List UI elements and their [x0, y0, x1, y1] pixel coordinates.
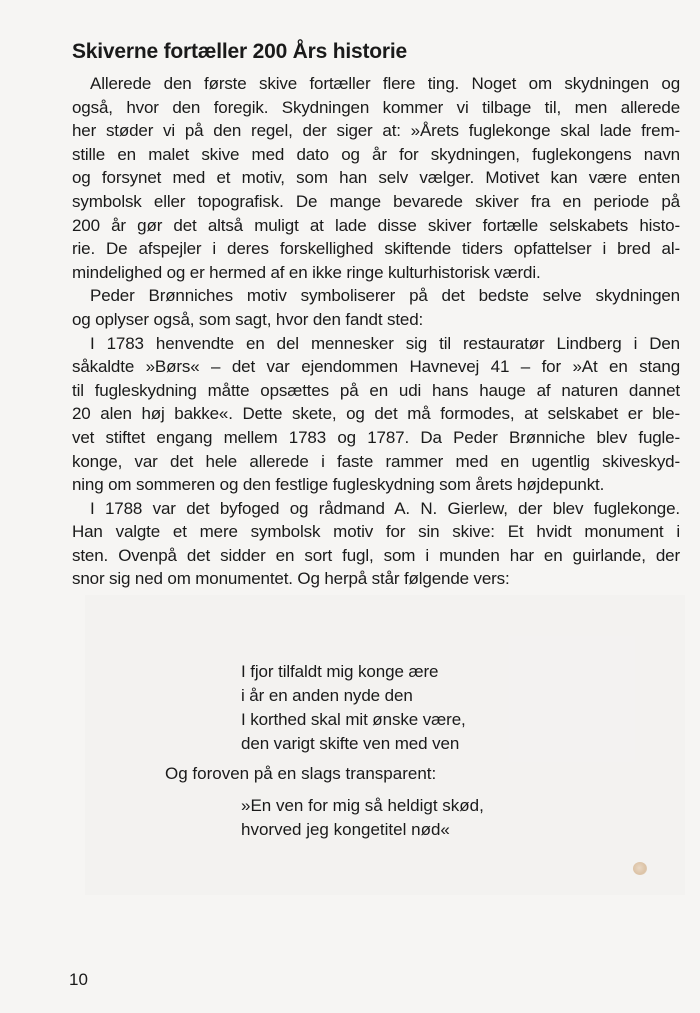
page-number: 10: [69, 970, 88, 989]
paragraph: [72, 72, 680, 284]
paragraph: [72, 332, 680, 497]
transparent-verse-line: hvorved jeg kongetitel nød«: [241, 820, 450, 839]
page-title: Skiverne fortæller 200 Års historie: [72, 40, 407, 63]
poem-line: I korthed skal mit ønske være,: [241, 710, 466, 729]
paragraph-line: Peder Brønniches motiv symboliserer på det bedste selve skydningen: [90, 286, 680, 306]
paragraph-line: I 1783 henvendte en del mennesker sig til restauratør Lindberg i Den: [90, 333, 680, 353]
paragraph-line: I 1788 var det byfoged og rådmand A. N. Gierlew, der blev fuglekonge.: [90, 498, 680, 518]
paragraph-line: 20 alen høj bakke«. Dette skete, og det må formodes, at selskabet er ble-: [72, 404, 680, 424]
poem-line: I fjor tilfaldt mig konge ære: [241, 662, 439, 681]
paragraph-line: konge, var det hele allerede i faste rammer med en ugentlig skiveskyd-: [72, 451, 680, 471]
paragraph-line: Han valgte et mere symbolsk motiv for sin skive: Et hvidt monument i: [72, 522, 680, 542]
paragraph-line: symbolsk eller topografisk. De mange bevarede skiver fra en periode på: [72, 191, 680, 211]
paragraph-line: rie. De afspejler i deres forskellighed skiftende tiders opfattelser i bred al-: [72, 239, 680, 259]
paragraph-line: 200 år gør det altså muligt at lade disse skiver fortælle selskabets histo-: [72, 215, 680, 235]
paragraph-line: sten. Ovenpå det sidder en sort fugl, som i munden har en guirlande, der: [72, 545, 680, 565]
paragraph-line: her støder vi på den regel, der siger at: »Årets fuglekonge skal lade frem-: [72, 121, 680, 141]
transparent-intro: Og foroven på en slags transparent:: [165, 764, 437, 783]
transparent-verse: [241, 794, 484, 842]
paragraph-line: mindelighed og er hermed af en ikke ringe kulturhistorisk værdi.: [72, 262, 541, 282]
paragraph-line: også, hvor den foregik. Skydningen kommer vi tilbage til, men allerede: [72, 97, 680, 117]
paragraph-line: snor sig ned om monumentet. Og herpå står følgende vers:: [72, 569, 510, 589]
body-text: [72, 72, 680, 591]
transparent-verse-line: »En ven for mig så heldigt skød,: [241, 796, 484, 815]
poem-line: den varigt skifte ven med ven: [241, 734, 460, 753]
paragraph-line: og oplyser også, som sagt, hvor den fandt sted:: [72, 309, 424, 329]
paper-stain: [633, 862, 647, 875]
paragraph-line: ning om sommeren og den festlige fugleskydning som årets højdepunkt.: [72, 475, 605, 495]
paragraph-line: stille en malet skive med dato og år for skydningen, fuglekongens navn: [72, 144, 680, 164]
paragraph: [72, 497, 680, 591]
paragraph-line: vet stiftet engang mellem 1783 og 1787. Da Peder Brønniche blev fugle-: [72, 427, 680, 447]
poem-verse: [241, 660, 466, 756]
poem-line: i år en anden nyde den: [241, 686, 413, 705]
paragraph-line: såkaldte »Børs« – det var ejendommen Havnevej 41 – for »At en stang: [72, 357, 680, 377]
paragraph-line: Allerede den første skive fortæller flere ting. Noget om skydningen og: [90, 74, 680, 93]
paragraph-line: til fugleskydning måtte opsættes på en udi hans hauge af naturen dannet: [72, 380, 680, 400]
paragraph-line: og forsynet med et motiv, som han selv vælger. Motivet kan være enten: [72, 168, 680, 188]
paragraph: [72, 284, 680, 331]
